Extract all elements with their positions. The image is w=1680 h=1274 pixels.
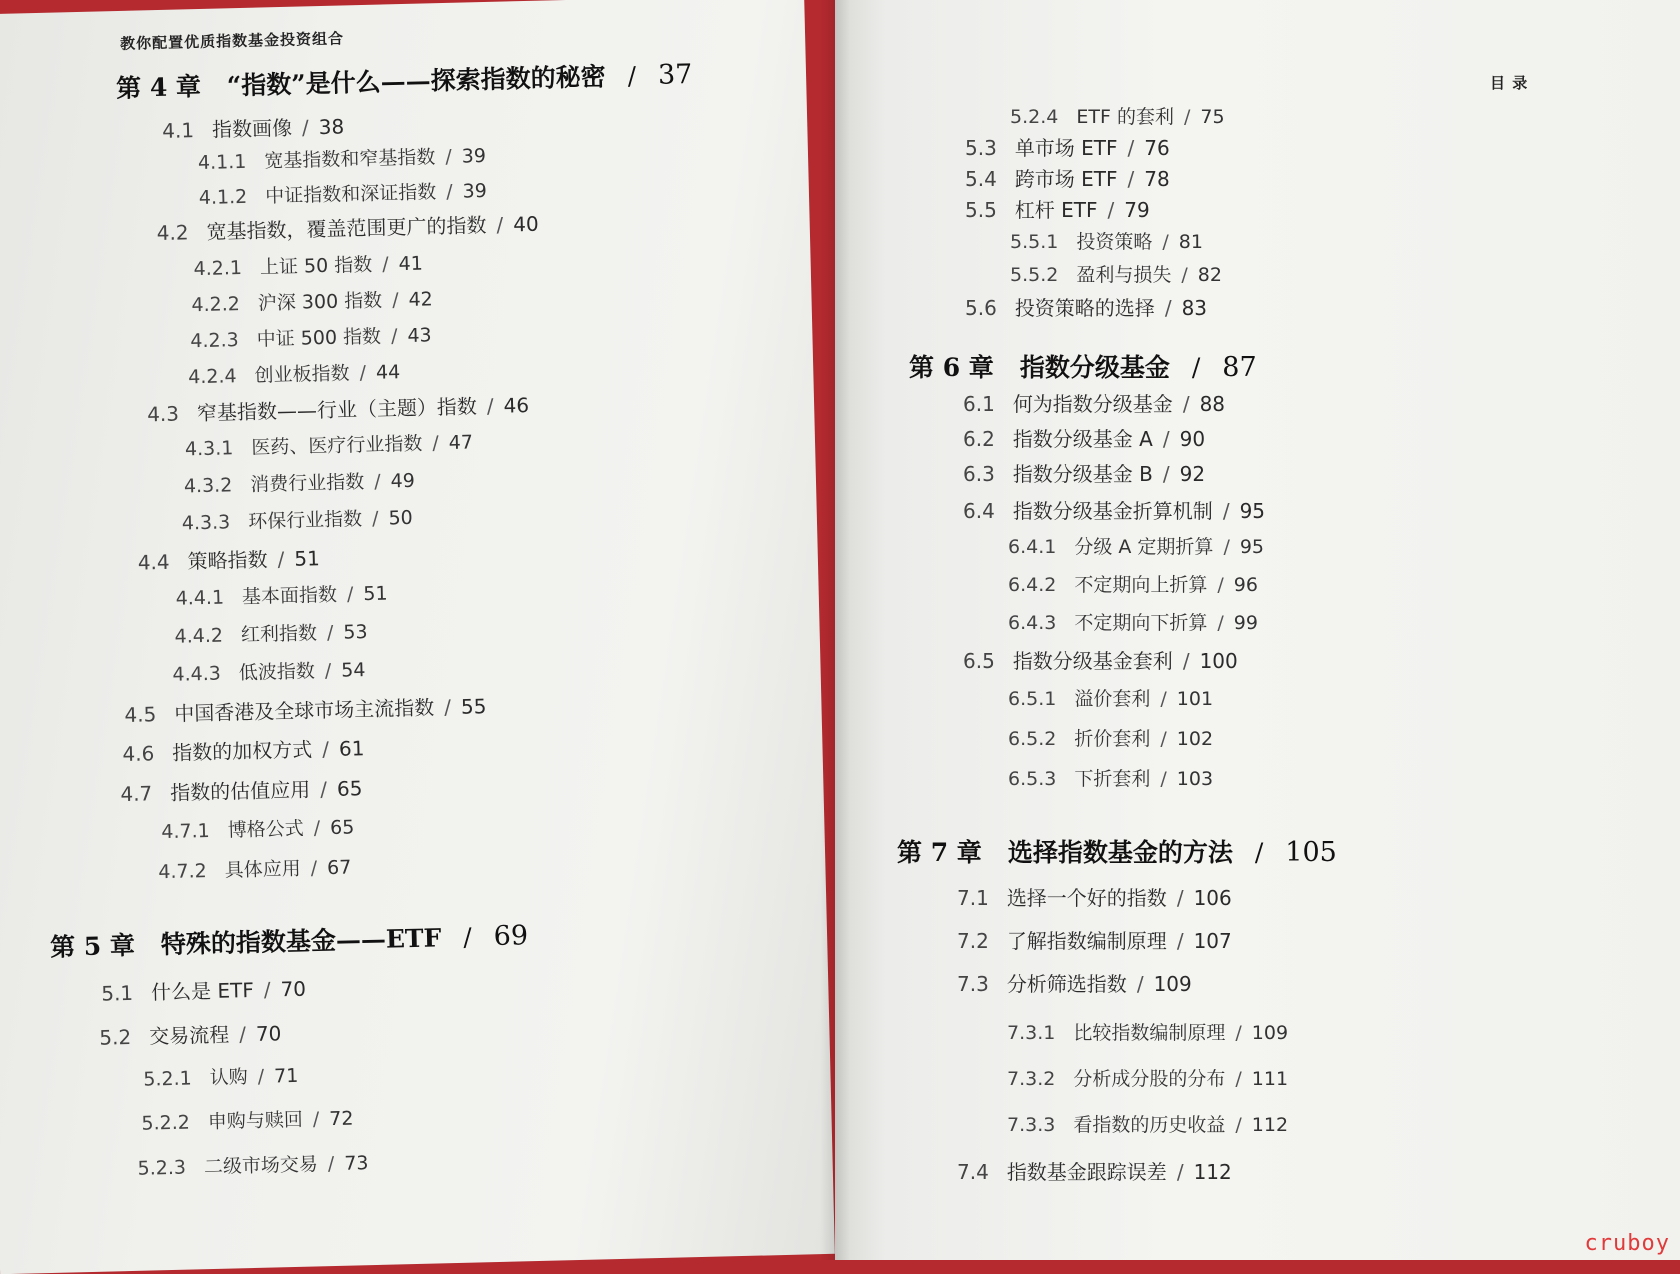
toc-entry-5-2-4: 5.2.4 ETF 的套利 / 75 bbox=[1010, 106, 1225, 128]
toc-entry-7-3-3: 7.3.3 看指数的历史收益 / 112 bbox=[1007, 1114, 1289, 1136]
toc-entry-4-4-2: 4.4.2 红利指数 / 53 bbox=[174, 621, 368, 648]
toc-entry-4-7-1: 4.7.1 博格公式 / 65 bbox=[161, 816, 355, 844]
chapter-title: 特殊的指数基金——ETF bbox=[160, 923, 442, 960]
toc-entry-4-1-2: 4.1.2 中证指数和深证指数 / 39 bbox=[198, 179, 488, 210]
chapter-5-heading: 第 5 章 特殊的指数基金——ETF / 69 bbox=[49, 920, 529, 962]
toc-entry-6-5: 6.5 指数分级基金套利 / 100 bbox=[963, 649, 1238, 673]
left-page bbox=[0, 0, 835, 1274]
chapter-7-heading: 第 7 章 选择指数基金的方法 / 105 bbox=[897, 837, 1337, 868]
toc-entry-5-2-2: 5.2.2 申购与赎回 / 72 bbox=[141, 1107, 354, 1135]
toc-entry-5-5-2: 5.5.2 盈利与损失 / 82 bbox=[1010, 264, 1222, 286]
toc-entry-5-2-1: 5.2.1 认购 / 71 bbox=[143, 1064, 299, 1091]
toc-entry-4-3-2: 4.3.2 消费行业指数 / 49 bbox=[183, 469, 416, 498]
chapter-title: 指数分级基金 bbox=[1019, 353, 1170, 382]
toc-entry-5-3: 5.3 单市场 ETF / 76 bbox=[965, 136, 1170, 160]
toc-entry-7-4: 7.4 指数基金跟踪误差 / 112 bbox=[957, 1160, 1232, 1184]
toc-entry-4-2-1: 4.2.1 上证 50 指数 / 41 bbox=[193, 252, 424, 281]
toc-entry-4-2-2: 4.2.2 沪深 300 指数 / 42 bbox=[191, 288, 434, 317]
toc-entry-4-4-1: 4.4.1 基本面指数 / 51 bbox=[175, 582, 388, 610]
toc-entry-5-4: 5.4 跨市场 ETF / 78 bbox=[965, 167, 1170, 191]
running-head-right: 目 录 bbox=[1490, 74, 1529, 92]
book-gutter bbox=[820, 0, 850, 1260]
chapter-title: 选择指数基金的方法 bbox=[1007, 838, 1233, 867]
toc-entry-5-2: 5.2 交易流程 / 70 bbox=[99, 1021, 282, 1050]
chapter-page: 105 bbox=[1285, 837, 1337, 868]
toc-entry-4-2: 4.2 宽基指数，覆盖范围更广的指数 / 40 bbox=[156, 211, 539, 246]
toc-entry-6-1: 6.1 何为指数分级基金 / 88 bbox=[963, 392, 1226, 416]
toc-entry-7-3-2: 7.3.2 分析成分股的分布 / 111 bbox=[1007, 1068, 1289, 1090]
toc-entry-6-3: 6.3 指数分级基金 B / 92 bbox=[963, 462, 1206, 486]
toc-entry-6-4: 6.4 指数分级基金折算机制 / 95 bbox=[963, 499, 1266, 523]
watermark: cruboy bbox=[1584, 1231, 1670, 1256]
toc-entry-5-5-1: 5.5.1 投资策略 / 81 bbox=[1010, 231, 1203, 253]
toc-entry-4-7: 4.7 指数的估值应用 / 65 bbox=[120, 776, 363, 807]
chapter-6-heading: 第 6 章 指数分级基金 / 87 bbox=[909, 352, 1257, 383]
toc-entry-4-1-1: 4.1.1 宽基指数和窄基指数 / 39 bbox=[197, 145, 487, 175]
toc-entry-6-2: 6.2 指数分级基金 A / 90 bbox=[963, 427, 1206, 451]
toc-entry-6-5-2: 6.5.2 折价套利 / 102 bbox=[1008, 728, 1214, 750]
right-page bbox=[835, 0, 1680, 1260]
toc-entry-5-2-3: 5.2.3 二级市场交易 / 73 bbox=[137, 1152, 369, 1180]
toc-entry-5-1: 5.1 什么是 ETF / 70 bbox=[101, 976, 307, 1006]
chapter-label: 第 5 章 bbox=[49, 930, 136, 962]
toc-entry-4-5: 4.5 中国香港及全球市场主流指数 / 55 bbox=[124, 694, 487, 727]
chapter-page: 87 bbox=[1222, 352, 1257, 383]
toc-entry-4-3-3: 4.3.3 环保行业指数 / 50 bbox=[181, 506, 414, 535]
toc-entry-7-3-1: 7.3.1 比较指数编制原理 / 109 bbox=[1007, 1022, 1289, 1044]
toc-entry-6-4-2: 6.4.2 不定期向上折算 / 96 bbox=[1008, 574, 1258, 596]
chapter-4-heading: 第 4 章 “指数”是什么——探索指数的秘密 / 37 bbox=[115, 58, 693, 104]
toc-entry-7-2: 7.2 了解指数编制原理 / 107 bbox=[957, 929, 1232, 953]
toc-entry-4-7-2: 4.7.2 具体应用 / 67 bbox=[158, 856, 352, 884]
chapter-label: 第 4 章 bbox=[115, 71, 202, 104]
toc-entry-4-4: 4.4 策略指数 / 51 bbox=[137, 546, 321, 575]
chapter-title: “指数”是什么——探索指数的秘密 bbox=[226, 62, 606, 101]
toc-entry-6-4-1: 6.4.1 分级 A 定期折算 / 95 bbox=[1008, 536, 1265, 558]
toc-entry-4-6: 4.6 指数的加权方式 / 61 bbox=[122, 736, 365, 767]
chapter-page: 69 bbox=[493, 920, 529, 953]
toc-entry-6-5-1: 6.5.1 溢价套利 / 101 bbox=[1008, 688, 1214, 710]
toc-entry-4-3-1: 4.3.1 医药、医疗行业指数 / 47 bbox=[184, 431, 474, 461]
toc-entry-5-5: 5.5 杠杆 ETF / 79 bbox=[965, 198, 1150, 222]
toc-entry-4-4-3: 4.4.3 低波指数 / 54 bbox=[172, 659, 366, 686]
chapter-label: 第 7 章 bbox=[897, 838, 982, 867]
running-head-left: 教你配置优质指数基金投资组合 bbox=[119, 29, 345, 53]
chapter-page: 37 bbox=[657, 58, 693, 91]
chapter-label: 第 6 章 bbox=[909, 353, 994, 382]
toc-entry-5-6: 5.6 投资策略的选择 / 83 bbox=[965, 296, 1208, 320]
toc-entry-4-1: 4.1 指数画像 / 38 bbox=[161, 114, 345, 143]
toc-entry-7-3: 7.3 分析筛选指数 / 109 bbox=[957, 972, 1192, 996]
toc-entry-6-5-3: 6.5.3 下折套利 / 103 bbox=[1008, 768, 1214, 790]
toc-entry-4-3: 4.3 窄基指数——行业（主题）指数 / 46 bbox=[146, 393, 530, 427]
toc-entry-7-1: 7.1 选择一个好的指数 / 106 bbox=[957, 886, 1232, 910]
toc-entry-4-2-4: 4.2.4 创业板指数 / 44 bbox=[187, 361, 401, 389]
toc-entry-6-4-3: 6.4.3 不定期向下折算 / 99 bbox=[1008, 612, 1258, 634]
toc-entry-4-2-3: 4.2.3 中证 500 指数 / 43 bbox=[190, 324, 432, 353]
